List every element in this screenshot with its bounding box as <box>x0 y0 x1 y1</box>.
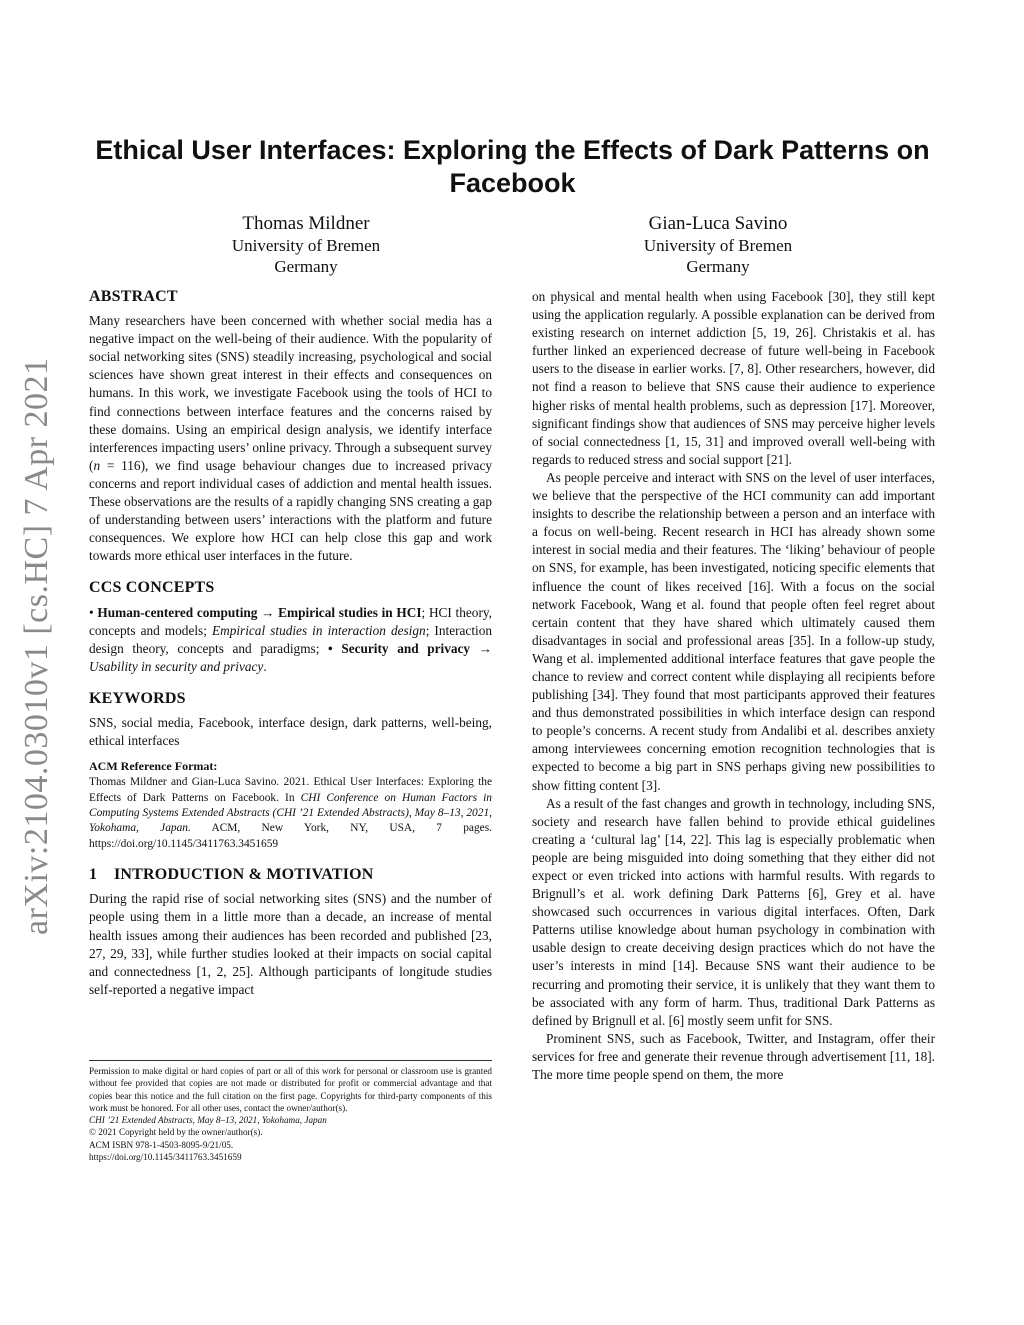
keywords-text: SNS, social media, Facebook, interface design, dark patterns, well-being, ethical interfaces <box>89 714 492 749</box>
left-column <box>89 288 492 999</box>
permission-notice: Permission to make digital or hard copies of part or all of this work for personal or classroom use is granted without fee provided that copies are not made or distributed for profit or commercial advantage and that copies bear this notice and the full citation on the first page. Copyrights for third-party components of this work must be honored. For all other uses, contact the owner/author(s). <box>89 1066 492 1113</box>
author-1 <box>156 213 456 277</box>
keywords-heading: KEYWORDS <box>89 689 186 707</box>
author-country: Germany <box>274 257 338 276</box>
arxiv-stamp: arXiv:2104.03010v1 [cs.HC] 7 Apr 2021 <box>18 357 55 935</box>
body-paragraph: As a result of the fast changes and growth in technology, including SNS, society and research have fallen behind to provide ethical guidelines creating a ‘cultural lag’ [14, 22]. This lag is especially problematic when people are being misguided into doing something that they either did not expect or even tricked into actions with harmful results. With regards to Brignull’s et al. work defining Dark Patterns [6], Grey et al. have showcased such occurrences in various digital interfaces. Often, Dark Patterns utilise knowledge about human psychology in combination with usable design to create deceiving design practices which do not have the user’s interests in mind [14]. Because SNS want their audience to be recurring and promoting their service, it is unlikely that they want them to be associated with any form of harm. Thus, traditional Dark Patterns as defined by Brignull et al. [6] mostly seem unfit for SNS. <box>532 795 935 1028</box>
footnote <box>89 1060 492 1163</box>
body-paragraph: Prominent SNS, such as Facebook, Twitter, and Instagram, offer their services for free and generate their revenue through advertisement [11, 18]. The more time people spend on them, the more <box>532 1030 935 1083</box>
author-2 <box>568 213 868 277</box>
isbn-line: ACM ISBN 978-1-4503-8095-9/21/05. <box>89 1139 234 1150</box>
body-paragraph: on physical and mental health when using Facebook [30], they still kept using the application regularly. A possible explanation can be derived from existing research on internet addiction [5, 19, 26]. Christakis et al. has further linked an experienced decrease of future well-being in Facebook users to the disease in earlier works. [7, 8]. Other researchers, however, did not find a reason to believe that SNS cause their audience to experience higher risks of mental health problems, such as depression [17]. Moreover, significant findings show that audiences of SNS may perceive higher levels of social connectedness [1, 15, 31] and improved overall well-being with regards to reduced stress and social support [21]. <box>532 289 935 467</box>
abstract-heading: ABSTRACT <box>89 288 178 305</box>
right-column <box>532 288 935 1084</box>
intro-heading: 1 INTRODUCTION & MOTIVATION <box>89 866 374 884</box>
venue-line: CHI ’21 Extended Abstracts, May 8–13, 2021, Yokohama, Japan <box>89 1115 327 1126</box>
author-name: Gian-Luca Savino <box>648 213 788 234</box>
abstract-text: Many researchers have been concerned with whether social media has a negative impact on the well-being of their audience. With the popularity of social networking sites (SNS) steadily increasing, psychological and social sciences have shown great interest in their effects and consequences on humans. In this work, we investigate Facebook using the tools of HCI to find connections between interface features and the concerns raised by these domains. Using an empirical design analysis, we identify interface interferences impacting users’ online privacy. Through a subsequent survey (n = 116), we find usage behaviour changes due to increased privacy concerns and report individual cases of addiction and mental health issues. These observations are the results of a rapidly changing SNS creating a gap of understanding between users’ interactions with the platform and future consequences. We explore how HCI can help close this gap and work towards more ethical user interfaces in the future. <box>89 313 492 564</box>
ccs-text: • Human-centered computing → Empirical studies in HCI; HCI theory, concepts and models; Empirical studies in interaction design; Interaction design theory, concepts and paradigms; • Security and privacy → Usability in security and privacy. <box>89 604 493 674</box>
author-country: Germany <box>686 257 750 276</box>
intro-paragraph: During the rapid rise of social networking sites (SNS) and the number of people using them in a little more than a decade, an increase of mental health issues among their audiences has been recorded and published [23, 27, 29, 33], while further studies looked at their impacts on social capital and connectedness [1, 2, 25]. Although participants of longitude studies self-reported a negative impact <box>89 891 492 997</box>
acm-reference-heading: ACM Reference Format: <box>89 759 218 774</box>
ccs-heading: CCS CONCEPTS <box>89 579 215 597</box>
acm-reference-text: Thomas Mildner and Gian-Luca Savino. 2021. Ethical User Interfaces: Exploring the Effects of Dark Patterns on Facebook. In CHI Conference on Human Factors in Computing Systems Extended Abstracts (CHI ’21 Extended Abstracts), May 8–13, 2021, Yokohama, Japan. ACM, New York, NY, USA, 7 pages. https://doi.org/10.1145/3411763.3451659 <box>89 776 492 850</box>
doi-link[interactable]: https://doi.org/10.1145/3411763.3451659 <box>89 1152 242 1163</box>
author-affiliation: University of Bremen <box>231 236 381 255</box>
author-affiliation: University of Bremen <box>643 236 793 255</box>
body-paragraph: As people perceive and interact with SNS on the level of user interfaces, we believe that the perspective of the HCI community can add important insights to describe the relationship between a person and an interface with a focus on well-being. Recent research in HCI has already shown some interest in social media and their features. The ‘liking’ behaviour of people on SNS, for example, has been investigated, noticing specific elements that influence the count of likes received [16]. With a focus on the social network Facebook, Wang et al. found that people often feel regret about certain content that they have shared which ultimately caused them disadvantages in social and professional areas [35]. In a follow-up study, Wang et al. implemented additional interface features that gave people the chance to review and correct content while displaying all recipients before publishing [34]. They found that most participants approved their features and thus demonstrated possibilities in which interface design can respond to people’s concerns. A recent study from Andalibi et al. describes anxiety among interviewees concerning emotion recognition technologies that is expected to become a big part in SNS perhaps giving new possibilities to show fitting content [3]. <box>532 469 935 793</box>
paper-title: Ethical User Interfaces: Exploring the Effects of Dark Patterns on Facebook <box>95 135 930 198</box>
author-name: Thomas Mildner <box>242 213 370 234</box>
copyright-line: © 2021 Copyright held by the owner/author(s). <box>89 1127 263 1138</box>
